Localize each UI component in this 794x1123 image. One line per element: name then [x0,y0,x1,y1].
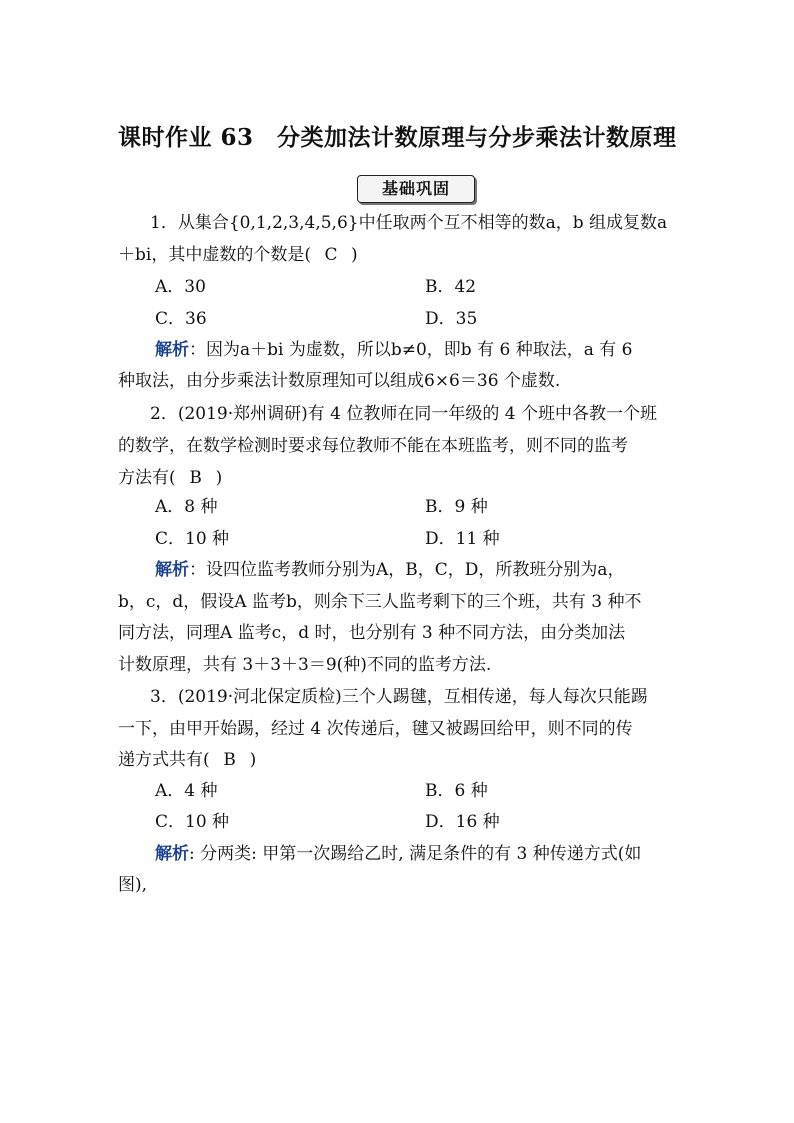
q1-option-c: C．36 [155,309,207,329]
q3-option-c: C．10 种 [155,812,230,832]
q2-option-a: A．8 种 [155,497,218,517]
q3-option-d: D．16 种 [425,812,500,832]
q2-solution-line1: 解析：设四位监考教师分别为A，B，C，D，所教班分别为a， [155,560,625,580]
q1-option-d: D．35 [425,309,478,329]
q2-solution-line4: 计数原理，共有 3＋3＋3＝9(种)不同的监考方法. [118,655,492,675]
q2-solution-line3: 同方法，同理A 监考c，d 时，也分别有 3 种不同方法，由分类加法 [118,623,626,643]
q1-option-a: A．30 [155,277,206,297]
q2-option-b: B．9 种 [425,497,488,517]
q1-solution-line1: 解析：因为a＋bi 为虚数，所以b≠0，即b 有 6 种取法，a 有 6 [155,340,633,360]
q1-solution-line2: 种取法，由分步乘法计数原理知可以组成6×6＝36 个虚数. [118,371,561,391]
q2-stem-line1: 2．(2019·郑州调研)有 4 位教师在同一年级的 4 个班中各教一个班 [150,404,657,424]
q2-option-c: C．10 种 [155,529,230,549]
analysis-label: 解析 [155,844,189,864]
analysis-label: 解析 [155,340,189,360]
section-badge: 基础巩固 [357,175,475,203]
q3-stem-line2: 一下，由甲开始踢，经过 4 次传递后，毽又被踢回给甲，则不同的传 [118,719,633,739]
q1-option-b: B．42 [425,277,477,297]
q1-stem-line2: ＋bi，其中虚数的个数是( C ) [118,245,358,265]
q3-option-a: A．4 种 [155,781,218,801]
q2-solution-line2: b，c，d，假设A 监考b，则余下三人监考剩下的三个班，共有 3 种不 [118,592,642,612]
q2-option-d: D．11 种 [425,529,500,549]
q3-stem-line3: 递方式共有( B ) [118,750,257,770]
q3-answer: B [223,750,236,770]
page-title: 课时作业 63 分类加法计数原理与分步乘法计数原理 [118,124,677,151]
q3-solution-line1: 解析: 分两类: 甲第一次踢给乙时, 满足条件的有 3 种传递方式(如 [155,844,642,864]
q3-stem-line1: 3．(2019·河北保定质检)三个人踢毽，互相传递，每人每次只能踢 [150,687,648,707]
analysis-label: 解析 [155,560,189,580]
q1-answer: C [324,245,338,265]
q2-stem-line3: 方法有( B ) [118,468,223,488]
q1-stem-line1: 1．从集合{0,1,2,3,4,5,6}中任取两个互不相等的数a，b 组成复数a [150,213,668,233]
q3-solution-line2: 图), [118,875,148,895]
q3-option-b: B．6 种 [425,781,488,801]
q2-answer: B [189,468,202,488]
q2-stem-line2: 的数学，在数学检测时要求每位教师不能在本班监考，则不同的监考 [118,436,628,456]
